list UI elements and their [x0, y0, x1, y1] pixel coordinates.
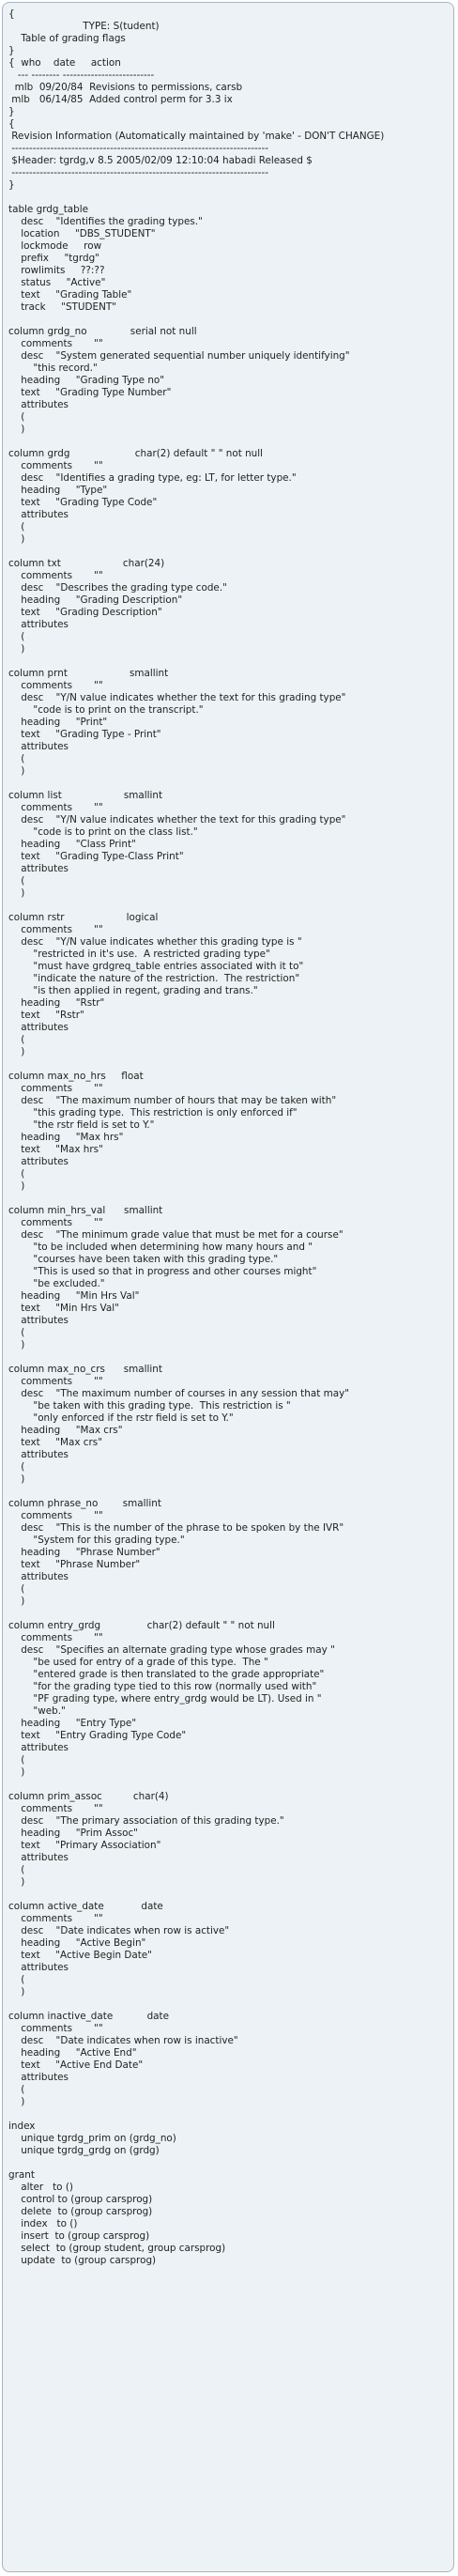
listing-line: column active_date date — [8, 1901, 163, 1912]
listing-line: "code is to print on the class list." — [8, 826, 198, 838]
listing-line: column phrase_no smallint — [8, 1498, 161, 1509]
listing-line: comments "" — [8, 1632, 103, 1643]
listing-line: ( — [8, 521, 25, 532]
listing-line: text "Active End Date" — [8, 2059, 144, 2071]
listing-line — [8, 1486, 384, 1498]
listing-line: TYPE: S(tudent) — [8, 21, 160, 32]
listing-line: comments "" — [8, 570, 103, 581]
listing-line: "entered grade is then translated to the grade appropriate" — [8, 1669, 325, 1680]
listing-line: comments "" — [8, 1083, 103, 1094]
listing-line: mlb 06/14/85 Added control perm for 3.3 ix — [8, 94, 233, 105]
listing-line: comments "" — [8, 1510, 103, 1521]
listing-line — [8, 778, 384, 790]
listing-line: desc "Specifies an alternate grading type whose grades may " — [8, 1644, 335, 1656]
listing-line: unique tgrdg_grdg on (grdg) — [8, 2145, 160, 2156]
listing-line: column max_no_crs smallint — [8, 1364, 162, 1375]
listing-line — [8, 2157, 384, 2169]
listing-line: ( — [8, 1168, 25, 1180]
listing-line: "System for this grading type." — [8, 1535, 185, 1546]
listing-line: attributes — [8, 1742, 69, 1753]
listing-line: desc "Date indicates when row is active" — [8, 1925, 230, 1936]
listing-line: "web." — [8, 1705, 66, 1717]
listing-line — [8, 1779, 384, 1791]
listing-line: desc "Y/N value indicates whether the text for this grading type" — [8, 814, 346, 825]
listing-line: ( — [8, 411, 25, 423]
listing-line: heading "Phrase Number" — [8, 1547, 160, 1558]
listing-line: text "Grading Table" — [8, 289, 132, 301]
listing-line: ) — [8, 1046, 25, 1057]
listing-line: desc "The minimum grade value that must be met for a course" — [8, 1229, 344, 1241]
listing-line: comments "" — [8, 1913, 103, 1924]
listing-line: column max_no_hrs float — [8, 1071, 144, 1082]
listing-line: select to (group student, group carsprog) — [8, 2243, 226, 2254]
listing-line: heading "Grading Description" — [8, 594, 183, 606]
listing-line: column list smallint — [8, 790, 163, 801]
listing-line: attributes — [8, 1962, 69, 1973]
listing-line: attributes — [8, 863, 69, 874]
listing-line: attributes — [8, 741, 69, 752]
listing-line: ) — [8, 643, 25, 655]
listing-line: "be used for entry of a grade of this type. The " — [8, 1657, 268, 1668]
listing-line: desc "The primary association of this grading type." — [8, 1815, 284, 1827]
listing-line: unique tgrdg_prim on (grdg_no) — [8, 2133, 176, 2144]
listing-line: text "Rstr" — [8, 1010, 84, 1021]
listing-line: "this record." — [8, 362, 98, 374]
listing-line: ( — [8, 1864, 25, 1875]
listing-line: column prnt smallint — [8, 668, 169, 679]
listing-line — [8, 1058, 384, 1071]
listing-line: alter to () — [8, 2182, 73, 2193]
listing-line: comments "" — [8, 680, 103, 691]
listing-line: comments "" — [8, 1217, 103, 1228]
listing-line: } — [8, 106, 15, 117]
listing-line: heading "Grading Type no" — [8, 375, 165, 386]
listing-line — [8, 1889, 384, 1901]
listing-line: comments "" — [8, 338, 103, 349]
listing-line: desc "Identifies a grading type, eg: LT, for letter type." — [8, 472, 297, 484]
listing-line: --- -------- -------------------------- — [8, 69, 155, 81]
listing-line: text "Primary Association" — [8, 1840, 161, 1851]
listing-line: heading "Min Hrs Val" — [8, 1290, 140, 1302]
listing-line: comments "" — [8, 1803, 103, 1814]
listing-line: heading "Prim Assoc" — [8, 1828, 138, 1839]
listing-line — [8, 1608, 384, 1620]
listing-line: text "Min Hrs Val" — [8, 1303, 119, 1314]
listing-line: ) — [8, 533, 25, 545]
listing-line — [8, 1193, 384, 1205]
listing-line: "to be included when determining how many hours and " — [8, 1242, 313, 1253]
listing-line: ) — [8, 887, 25, 899]
listing-line: ) — [8, 1339, 25, 1350]
listing-line: "only enforced if the rstr field is set to Y." — [8, 1412, 234, 1424]
listing-line: status "Active" — [8, 277, 106, 288]
listing-line: ------------------------------------------------------------------------- — [8, 143, 269, 154]
listing-line: text "Grading Type-Class Print" — [8, 851, 184, 862]
listing-line: column grdg_no serial not null — [8, 326, 197, 337]
listing-line: ( — [8, 1327, 25, 1338]
listing-line: ( — [8, 2084, 25, 2095]
listing-line: ) — [8, 1596, 25, 1607]
listing-line: heading "Entry Type" — [8, 1718, 137, 1729]
listing-line: desc "Date indicates when row is inactive" — [8, 2035, 238, 2046]
listing-line: ( — [8, 753, 25, 764]
listing-line: ) — [8, 1473, 25, 1485]
listing-line: column prim_assoc char(4) — [8, 1791, 169, 1802]
listing-line: "must have grdgreq_table entries associated with it to" — [8, 961, 304, 972]
listing-line — [8, 1351, 384, 1364]
listing-line: heading "Type" — [8, 485, 108, 496]
listing-line: ( — [8, 1754, 25, 1766]
listing-line: comments "" — [8, 1376, 103, 1387]
listing-line: attributes — [8, 509, 69, 520]
listing-line: ( — [8, 1461, 25, 1473]
schema-listing-panel — [2, 2, 454, 2572]
listing-line: comments "" — [8, 460, 103, 471]
listing-line: "This is used so that in progress and other courses might" — [8, 1266, 317, 1277]
listing-line: attributes — [8, 1315, 69, 1326]
listing-line: ) — [8, 424, 25, 435]
listing-line: column rstr logical — [8, 912, 159, 923]
listing-line — [8, 314, 384, 326]
listing-line — [8, 2108, 384, 2121]
listing-line: insert to (group carsprog) — [8, 2230, 150, 2242]
listing-line: heading "Active Begin" — [8, 1937, 146, 1949]
listing-line: column grdg char(2) default " " not null — [8, 448, 264, 459]
listing-line: ------------------------------------------------------------------------- — [8, 167, 269, 178]
listing-line: attributes — [8, 1022, 69, 1033]
listing-line: ) — [8, 1986, 25, 1998]
listing-line: text "Entry Grading Type Code" — [8, 1730, 187, 1741]
listing-line: desc "The maximum number of courses in any session that may" — [8, 1388, 349, 1399]
listing-line: ( — [8, 1583, 25, 1595]
listing-line: "is then applied in regent, grading and trans." — [8, 985, 258, 996]
listing-line: comments "" — [8, 924, 103, 935]
listing-line: desc "Identifies the grading types." — [8, 216, 203, 227]
listing-line: heading "Active End" — [8, 2047, 137, 2059]
listing-line: text "Active Begin Date" — [8, 1950, 152, 1961]
listing-line: desc "Describes the grading type code." — [8, 582, 227, 594]
listing-line: mlb 09/20/84 Revisions to permissions, carsb — [8, 82, 243, 93]
listing-line: ) — [8, 765, 25, 777]
listing-line: "restricted in it's use. A restricted grading type" — [8, 949, 270, 960]
listing-line: comments "" — [8, 802, 103, 813]
listing-line: heading "Print" — [8, 717, 108, 728]
listing-line: "be taken with this grading type. This restriction is " — [8, 1400, 291, 1411]
listing-line: ) — [8, 1180, 25, 1192]
listing-line: attributes — [8, 2072, 69, 2083]
listing-line: delete to (group carsprog) — [8, 2206, 153, 2217]
listing-line: "be excluded." — [8, 1278, 105, 1289]
listing-line: "PF grading type, where entry_grdg would be LT). Used in " — [8, 1693, 322, 1704]
listing-line: update to (group carsprog) — [8, 2255, 157, 2266]
listing-line: } — [8, 179, 15, 191]
listing-line: ) — [8, 1766, 25, 1778]
listing-line: text "Grading Description" — [8, 607, 162, 618]
listing-line: attributes — [8, 1571, 69, 1582]
listing-line: desc "The maximum number of hours that may be taken with" — [8, 1095, 337, 1106]
listing-line: "indicate the nature of the restriction. The restriction" — [8, 973, 300, 984]
listing-line: prefix "tgrdg" — [8, 253, 99, 264]
listing-line: text "Phrase Number" — [8, 1559, 141, 1570]
listing-line: "code is to print on the transcript." — [8, 704, 204, 716]
listing-line: attributes — [8, 1852, 69, 1863]
listing-line: { — [8, 8, 15, 20]
schema-listing-text — [8, 8, 384, 2267]
listing-line — [8, 900, 384, 912]
listing-line: { who date action — [8, 57, 121, 69]
listing-line: index — [8, 2121, 36, 2132]
listing-line: text "Grading Type Number" — [8, 387, 172, 398]
listing-line: heading "Rstr" — [8, 997, 105, 1009]
listing-line: ( — [8, 1034, 25, 1045]
listing-line: $Header: tgrdg,v 8.5 2005/02/09 12:10:04 habadi Released $ — [8, 155, 313, 166]
listing-line: heading "Max hrs" — [8, 1132, 124, 1143]
listing-line: text "Grading Type - Print" — [8, 729, 161, 740]
listing-line: text "Max hrs" — [8, 1144, 103, 1155]
listing-line: text "Max crs" — [8, 1437, 102, 1448]
listing-line: text "Grading Type Code" — [8, 497, 158, 508]
listing-line: ( — [8, 1974, 25, 1985]
listing-line: column entry_grdg char(2) default " " not null — [8, 1620, 275, 1631]
listing-line: table grdg_table — [8, 204, 89, 215]
listing-line: ( — [8, 875, 25, 887]
listing-line: "courses have been taken with this grading type." — [8, 1254, 279, 1265]
listing-line — [8, 436, 384, 448]
listing-line: ) — [8, 1876, 25, 1888]
listing-line: column inactive_date date — [8, 2011, 169, 2022]
listing-line: index to () — [8, 2218, 78, 2229]
listing-line: track "STUDENT" — [8, 301, 116, 313]
listing-line: location "DBS_STUDENT" — [8, 228, 156, 239]
listing-line: desc "System generated sequential number uniquely identifying" — [8, 350, 350, 362]
listing-line: attributes — [8, 1449, 69, 1460]
listing-line: "for the grading type tied to this row (normally used with" — [8, 1681, 317, 1692]
listing-line: heading "Max crs" — [8, 1425, 123, 1436]
listing-line: grant — [8, 2169, 35, 2181]
listing-line — [8, 656, 384, 668]
listing-line: lockmode row — [8, 240, 102, 252]
listing-line: desc "Y/N value indicates whether the text for this grading type" — [8, 692, 346, 703]
listing-line: desc "This is the number of the phrase to be spoken by the IVR" — [8, 1522, 344, 1534]
listing-line: { — [8, 118, 15, 130]
listing-line: rowlimits ??:?? — [8, 265, 105, 276]
listing-line: Revision Information (Automatically maintained by 'make' - DON'T CHANGE) — [8, 131, 385, 142]
listing-line: column txt char(24) — [8, 558, 165, 569]
listing-line: ( — [8, 631, 25, 642]
listing-line: comments "" — [8, 2023, 103, 2034]
listing-line: Table of grading flags — [8, 33, 126, 44]
listing-line: attributes — [8, 1156, 69, 1167]
listing-line: "the rstr field is set to Y." — [8, 1119, 155, 1131]
listing-line: attributes — [8, 399, 69, 410]
listing-line: ) — [8, 2096, 25, 2107]
listing-line: } — [8, 45, 15, 56]
listing-line: control to (group carsprog) — [8, 2194, 153, 2205]
listing-line: "this grading type. This restriction is only enforced if" — [8, 1107, 298, 1118]
listing-line: desc "Y/N value indicates whether this grading type is " — [8, 936, 302, 948]
listing-line: attributes — [8, 619, 69, 630]
listing-line — [8, 192, 384, 204]
listing-line: column min_hrs_val smallint — [8, 1205, 163, 1216]
listing-line — [8, 546, 384, 558]
listing-line: heading "Class Print" — [8, 839, 136, 850]
listing-line — [8, 1998, 384, 2011]
